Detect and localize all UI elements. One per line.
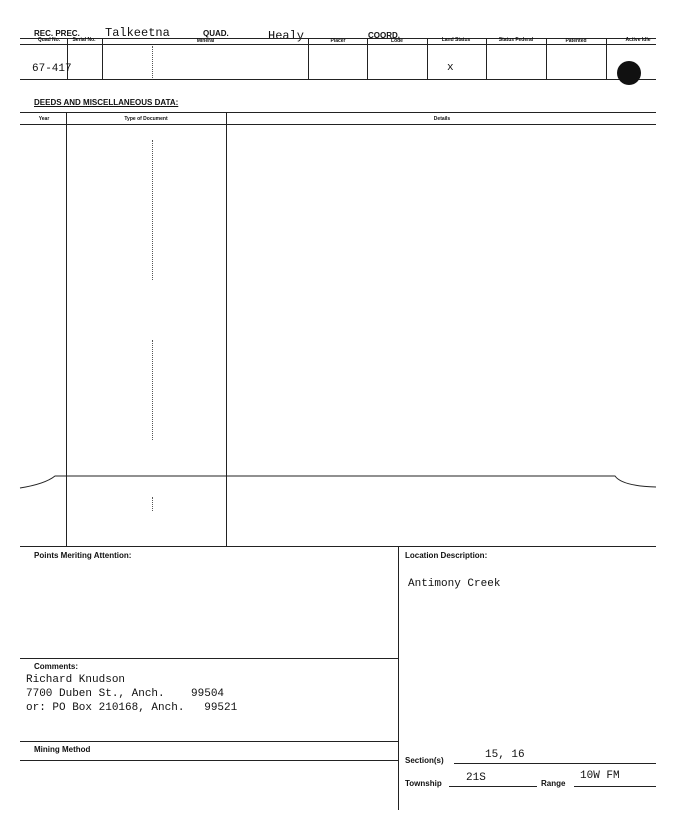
comment-line: Richard Knudson <box>26 674 126 686</box>
dotted-guide <box>152 340 153 440</box>
bottom-divider <box>398 546 399 810</box>
quad-no-value: 67-417 <box>32 63 72 75</box>
comments-label: Comments: <box>34 662 79 671</box>
dotted-guide <box>152 140 153 280</box>
mining-method-underline <box>20 760 398 761</box>
col-sep <box>427 38 428 79</box>
deeds-top-rule <box>20 112 656 113</box>
comment-line: 7700 Duben St., Anch. 99504 <box>26 688 225 700</box>
deeds-title: DEEDS AND MISCELLANEOUS DATA: <box>34 98 179 107</box>
section-underline <box>454 763 656 764</box>
col-year: Year <box>38 116 50 122</box>
coord-label: COORD. <box>368 31 400 40</box>
col-sep <box>606 38 607 79</box>
land-status-mark: x <box>447 62 454 74</box>
col-sep <box>102 38 103 79</box>
record-row-rule <box>20 79 656 80</box>
col-sep <box>308 38 309 79</box>
col-details: Details <box>433 116 451 122</box>
col-sep <box>546 38 547 79</box>
comment-line: or: PO Box 210168, Anch. 99521 <box>26 702 238 714</box>
col-mineral: Mineral <box>196 38 215 44</box>
punch-hole-mark <box>617 61 641 85</box>
deeds-header-rule <box>20 124 656 125</box>
range-value: 10W FM <box>580 770 620 782</box>
comments-rule <box>20 658 398 659</box>
col-sep <box>367 38 368 79</box>
col-quad-no: Quad No. <box>37 37 61 43</box>
col-active-idle: Active Idle <box>625 37 651 43</box>
range-label: Range <box>541 779 566 788</box>
col-serial-no: Serial No. <box>72 37 96 43</box>
range-underline <box>574 786 656 787</box>
section-value: 15, 16 <box>485 749 525 761</box>
mining-method-rule <box>20 741 398 742</box>
township-label: Township <box>405 779 442 788</box>
location-description-value: Antimony Creek <box>408 578 501 590</box>
dotted-guide <box>152 46 153 78</box>
rec-prec-value: Talkeetna <box>105 26 170 40</box>
col-type-of-document: Type of Document <box>124 116 168 122</box>
col-land-status: Land Status <box>441 37 471 43</box>
col-patented: Patented <box>565 38 587 44</box>
township-underline <box>449 786 537 787</box>
section-label: Section(s) <box>405 756 444 765</box>
location-description-label: Location Description: <box>405 551 488 560</box>
deeds-bottom-rule <box>20 546 656 547</box>
quad-value: Healy <box>268 29 305 43</box>
col-placer: Placer <box>330 38 346 44</box>
township-value: 21S <box>466 772 486 784</box>
continuation-line <box>0 470 678 494</box>
mining-method-label: Mining Method <box>34 745 91 754</box>
column-header-rule <box>20 44 656 45</box>
dotted-guide <box>152 497 153 511</box>
col-sep <box>486 38 487 79</box>
points-meriting-attention-label: Points Meriting Attention: <box>34 551 132 560</box>
quad-label: QUAD. <box>203 29 229 38</box>
col-status-federal: Status Federal <box>498 37 534 43</box>
col-lode: Lode <box>391 38 403 44</box>
rec-prec-label: REC. PREC. <box>34 29 80 38</box>
